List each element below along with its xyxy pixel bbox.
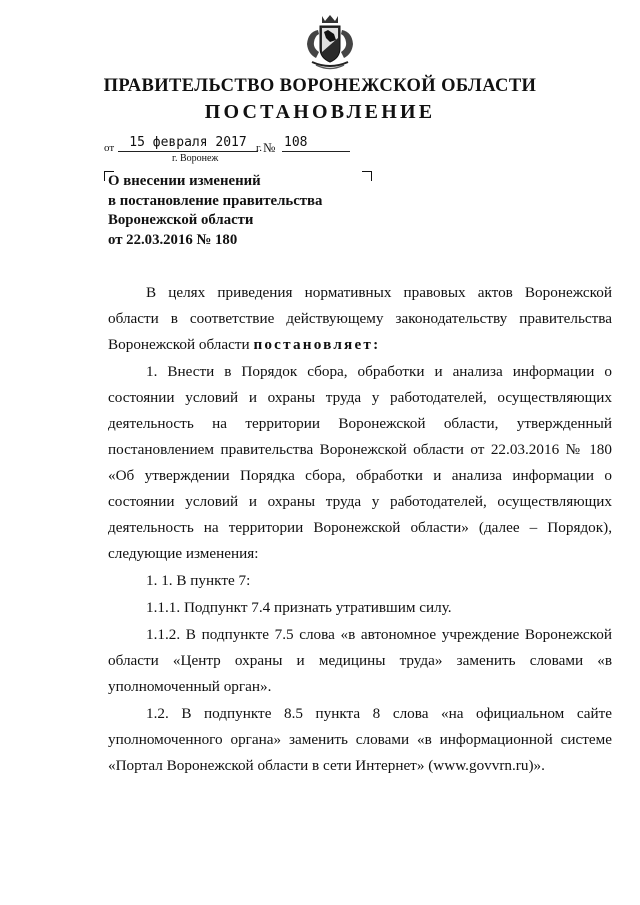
preamble-text: В целях приведения нормативных правовых актов Воронежской области в соответствие действующему законодательству правительства Воронежской области <box>108 284 612 353</box>
subject-bracket-right <box>362 171 372 181</box>
document-subject <box>108 172 322 250</box>
government-title: ПРАВИТЕЛЬСТВО ВОРОНЕЖСКОЙ ОБЛАСТИ <box>103 76 537 96</box>
document-type-title: ПОСТАНОВЛЕНИЕ <box>204 101 436 123</box>
subject-line: от 22.03.2016 № 180 <box>108 231 238 248</box>
city-label: г. Воронеж <box>172 153 219 164</box>
subject-line: Воронежской области <box>108 212 254 228</box>
subject-line: в постановление правительства <box>108 192 323 209</box>
coat-of-arms-emblem <box>298 12 362 72</box>
date-prefix-label: от <box>104 142 115 154</box>
document-body <box>108 280 612 779</box>
number-label: № <box>263 140 276 155</box>
document-number: 108 <box>282 135 350 152</box>
subject-line: О внесении изменений <box>108 173 261 189</box>
year-suffix-label: г. <box>256 142 263 154</box>
body-paragraph: 1.2. В подпункте 8.5 пункта 8 слова «на официальном сайте уполномоченного органа» заменить словами «в информационной системе «Портал Воронежской области в сети Интернет» (www.govvrn.ru)». <box>108 705 612 774</box>
body-paragraph: 1.1.1. Подпункт 7.4 признать утратившим силу. <box>146 599 452 616</box>
document-date: 15 февраля 2017 <box>118 135 258 152</box>
body-paragraph: 1.1.2. В подпункте 7.5 слова «в автономное учреждение Воронежской области «Центр охраны и медицины труда» заменить словами «в уполномоченный орган». <box>108 626 612 695</box>
decree-word: постановляет: <box>253 336 381 353</box>
preamble-paragraph <box>108 280 612 358</box>
body-paragraph: 1. Внести в Порядок сбора, обработки и анализа информации о состоянии условий и охраны труда у работодателей, осуществляющих деятельность на территории Воронежской области, утвержденный постановлением правительства Воронежской области от 22.03.2016 № 180 «Об утверждении Порядка сбора, обработки и анализа информации о состоянии условий и охраны труда у работодателей, осуществляющих деятельность на территории Воронежской области» (далее – Порядок), следующие изменения: <box>108 363 612 562</box>
body-paragraph: 1. 1. В пункте 7: <box>146 572 251 589</box>
